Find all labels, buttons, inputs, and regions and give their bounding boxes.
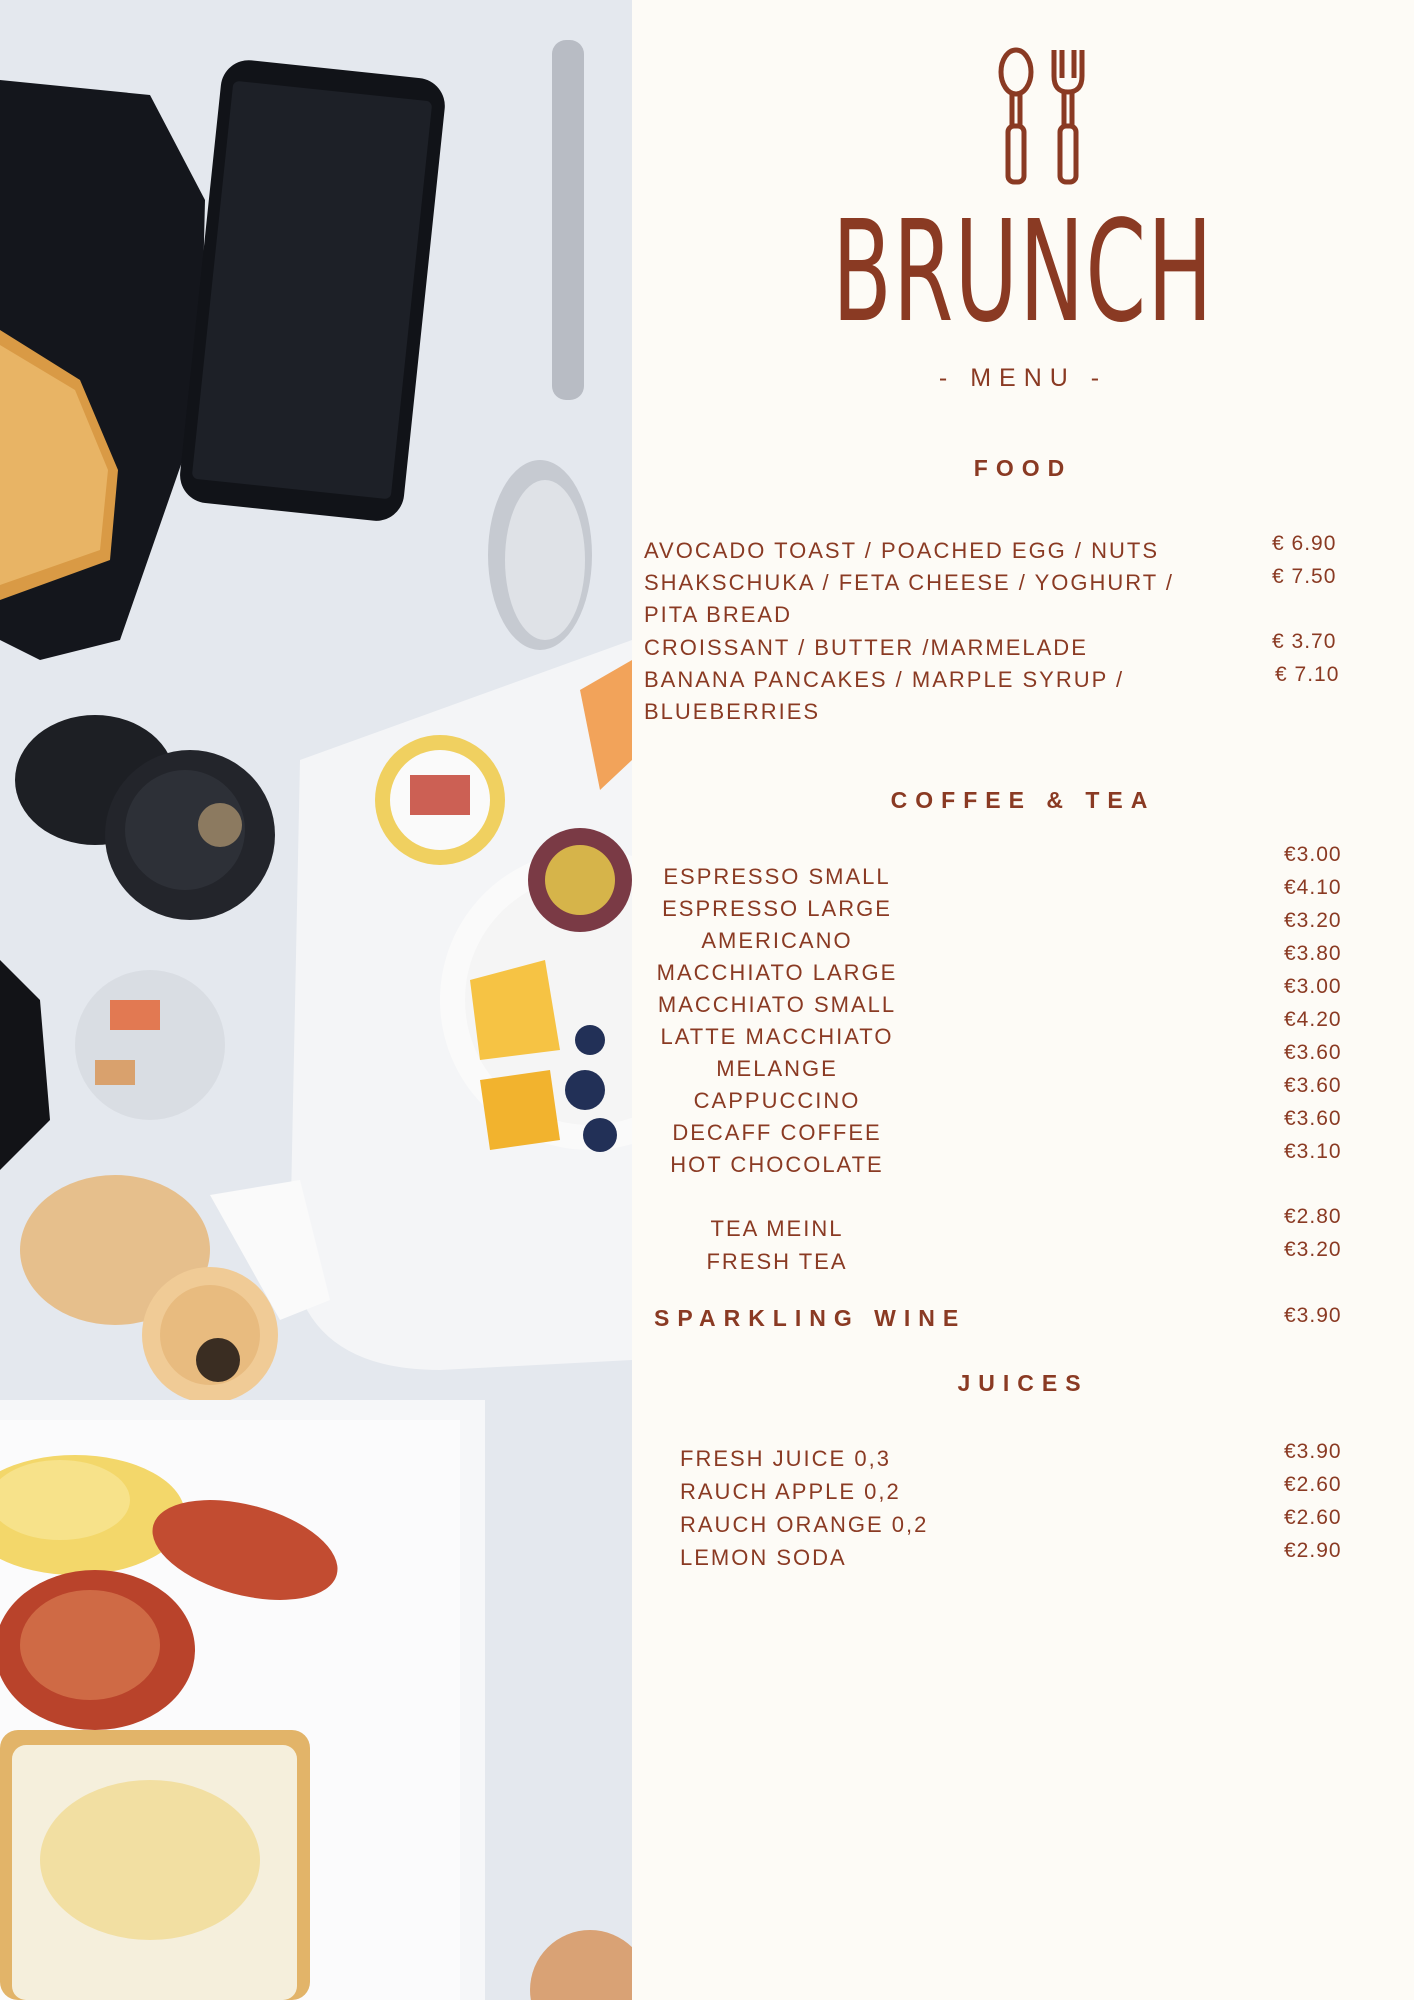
- brunch-photo: [0, 0, 632, 2000]
- juice-item: FRESH JUICE 0,3: [680, 1446, 891, 1471]
- coffee-item: LATTE MACCHIATO: [660, 1024, 894, 1049]
- menu-panel: [632, 0, 1414, 2000]
- coffee-item: DECAFF COFFEE: [672, 1120, 882, 1145]
- coffee-price: €3.60: [1284, 1041, 1342, 1064]
- coffee-price: €3.10: [1284, 1140, 1342, 1163]
- coffee-price: €3.00: [1284, 975, 1342, 998]
- coffee-heading: COFFEE & TEA: [890, 787, 1156, 813]
- coffee-price: €3.20: [1284, 909, 1342, 932]
- coffee-item: CAPPUCCINO: [693, 1088, 861, 1113]
- coffee-item: MACCHIATO SMALL: [657, 992, 897, 1017]
- breakfast-table-illustration: [0, 0, 632, 2000]
- coffee-price: €3.00: [1284, 843, 1342, 866]
- page-subtitle: - MENU -: [938, 364, 1108, 392]
- coffee-price: €4.10: [1284, 876, 1342, 899]
- coffee-item: MELANGE: [716, 1056, 838, 1081]
- juice-item: RAUCH APPLE 0,2: [680, 1479, 901, 1504]
- spoon-fork-icon: [992, 46, 1092, 186]
- food-price-1: € 6.90: [1272, 532, 1337, 555]
- tea-price: €3.20: [1284, 1238, 1342, 1261]
- juice-item: RAUCH ORANGE 0,2: [680, 1512, 929, 1537]
- tea-price: €2.80: [1284, 1205, 1342, 1228]
- sparkling-wine-price: €3.90: [1284, 1304, 1342, 1327]
- coffee-price: €4.20: [1284, 1008, 1342, 1031]
- coffee-item: AMERICANO: [701, 928, 853, 953]
- food-item-4: BANANA PANCAKES / MARPLE SYRUP /: [644, 667, 1125, 692]
- food-price-4: € 7.10: [1275, 663, 1340, 686]
- sparkling-wine-heading: SPARKLING WINE: [654, 1305, 967, 1331]
- juice-price: €2.60: [1284, 1506, 1342, 1529]
- food-item-2-cont: PITA BREAD: [644, 602, 792, 627]
- coffee-item: MACCHIATO LARGE: [656, 960, 898, 985]
- food-price-3: € 3.70: [1272, 630, 1337, 653]
- juice-price: €2.90: [1284, 1539, 1342, 1562]
- tea-item: TEA MEINL: [710, 1216, 844, 1241]
- juices-heading: JUICES: [957, 1370, 1089, 1396]
- tea-item: FRESH TEA: [706, 1249, 848, 1274]
- coffee-price: €3.60: [1284, 1107, 1342, 1130]
- juice-price: €2.60: [1284, 1473, 1342, 1496]
- food-heading: FOOD: [973, 455, 1073, 481]
- food-item-1: AVOCADO TOAST / POACHED EGG / NUTS: [644, 538, 1160, 563]
- juice-price: €3.90: [1284, 1440, 1342, 1463]
- coffee-price: €3.80: [1284, 942, 1342, 965]
- page-title: BRUNCH: [832, 191, 1214, 354]
- coffee-item: ESPRESSO LARGE: [662, 896, 892, 921]
- food-item-2: SHAKSCHUKA / FETA CHEESE / YOGHURT /: [644, 570, 1175, 595]
- coffee-item: HOT CHOCOLATE: [670, 1152, 884, 1177]
- food-item-4-cont: BLUEBERRIES: [644, 699, 821, 724]
- food-item-3: CROISSANT / BUTTER /MARMELADE: [644, 635, 1088, 660]
- coffee-item: ESPRESSO SMALL: [663, 864, 891, 889]
- juice-item: LEMON SODA: [680, 1545, 847, 1570]
- coffee-price: €3.60: [1284, 1074, 1342, 1097]
- food-price-2: € 7.50: [1272, 565, 1337, 588]
